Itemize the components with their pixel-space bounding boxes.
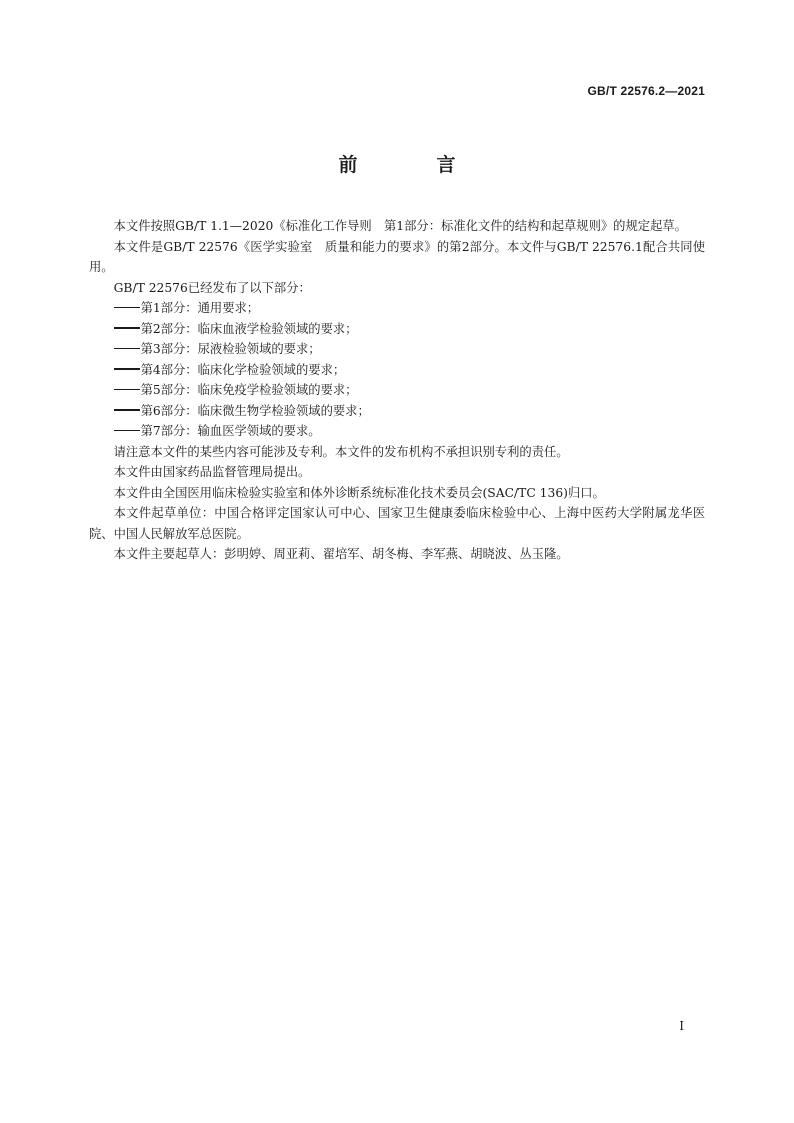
list-item [89,339,705,360]
page-number: I [679,1019,684,1033]
paragraph-parts-intro: GB/T 22576已经发布了以下部分： [113,280,311,295]
page-title: 前 言 [338,154,486,176]
dash-marker [114,409,140,410]
foreword-body [89,216,705,565]
list-item-text: 第7部分：输血医学领域的要求。 [140,424,321,438]
paragraph-drafting-units: 本文件起草单位：中国合格评定国家认可中心、国家卫生健康委临床检验中心、上海中医药大学附属龙华医院、中国人民解放军总医院。 [89,506,705,541]
paragraph-patent-notice: 请注意本文件的某些内容可能涉及专利。本文件的发布机构不承担识别专利的责任。 [113,444,569,459]
dash-marker [114,348,140,349]
list-item [89,380,705,401]
paragraph-drafting-rules: 本文件按照GB/T 1.1—2020《标准化工作导则 第1部分：标准化文件的结构和起草规则》的规定起草。 [113,219,687,233]
dash-marker [114,368,140,369]
list-item-text: 第4部分：临床化学检验领域的要求； [140,362,346,377]
list-item [89,401,705,422]
list-item-text: 第2部分：临床血液学检验领域的要求； [140,321,358,336]
list-item [89,360,705,381]
list-item-text: 第5部分：临床免疫学检验领域的要求； [140,383,358,397]
list-item [89,298,705,319]
dash-marker [114,327,140,328]
list-item-text: 第3部分：尿液检验领域的要求； [140,342,321,356]
list-item [89,319,705,340]
list-item [89,421,705,442]
dash-marker [114,430,140,431]
paragraph-drafters: 本文件主要起草人：彭明婷、周亚莉、翟培军、胡冬梅、李军燕、胡晓波、丛玉隆。 [113,547,569,561]
dash-marker [114,389,140,390]
standard-code: GB/T 22576.2—2021 [587,84,705,98]
paragraph-committee: 本文件由全国医用临床检验实验室和体外诊断系统标准化技术委员会(SAC/TC 136)归口。 [113,485,605,500]
paragraph-proposed-by: 本文件由国家药品监督管理局提出。 [113,465,311,479]
list-item-text: 第1部分：通用要求； [140,301,260,315]
paragraph-part-info: 本文件是GB/T 22576《医学实验室 质量和能力的要求》的第2部分。本文件与GB/T 22576.1配合共同使用。 [89,239,705,274]
dash-marker [114,307,140,308]
list-item-text: 第6部分：临床微生物学检验领域的要求； [140,403,370,418]
